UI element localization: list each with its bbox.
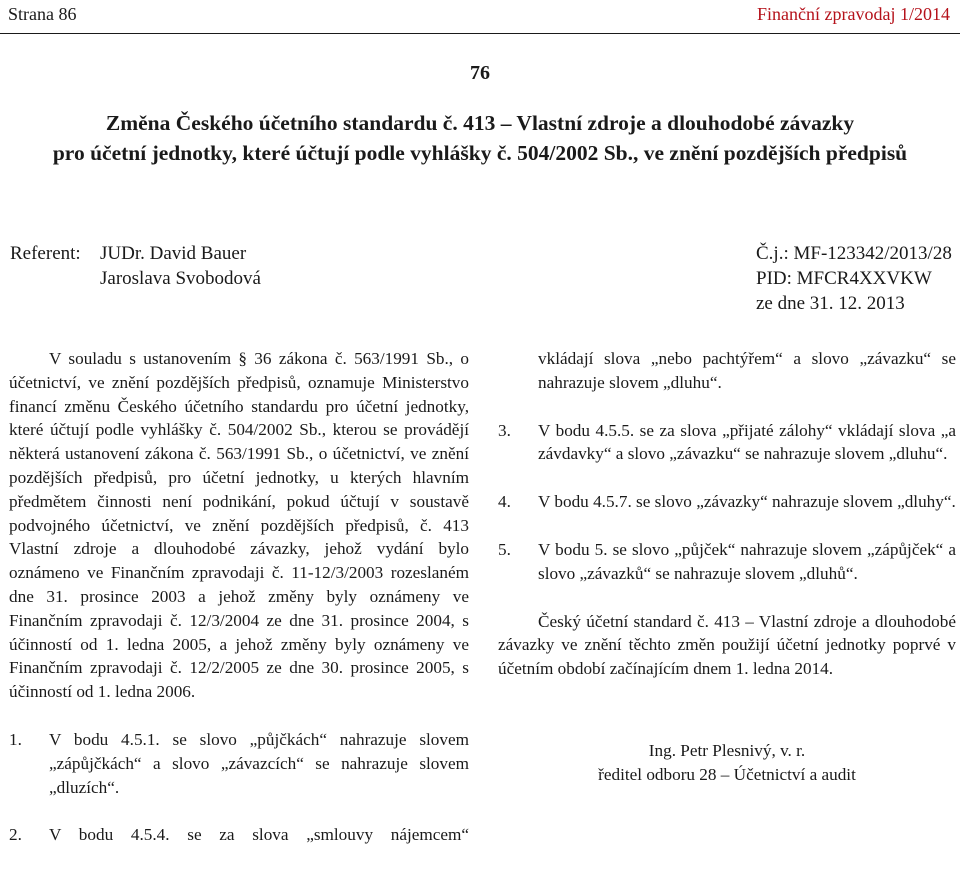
document-number: 76 (470, 62, 490, 84)
referent-name: Jaroslava Svobodová (100, 268, 261, 289)
item-text: V bodu 4.5.7. se slovo „závazky“ nahrazuje slovem „dluhy“. (538, 492, 956, 512)
item-number: 4. (498, 492, 511, 512)
list-item (9, 728, 469, 799)
journal-title: Finanční zpravodaj 1/2014 (757, 4, 950, 24)
page-number: Strana 86 (8, 4, 77, 24)
reference-date: ze dne 31. 12. 2013 (756, 293, 905, 314)
right-column (498, 347, 956, 787)
item-text: V bodu 4.5.5. se za slova „přijaté zálohy“ vkládají slova „a závdavky“ a slovo „závazku“ se nahrazuje slovem „dluhu“. (538, 420, 956, 464)
list-item-continuation (498, 347, 956, 395)
item-text: V bodu 4.5.1. se slovo „půjčkách“ nahrazuje slovem „zápůjčkách“ a slovo „závazcích“ se nahrazuje slovem „dluzích“. (49, 729, 469, 797)
item-number (498, 347, 538, 395)
document-title (0, 108, 960, 168)
item-text: vkládají slova „nebo pachtýřem“ a slovo „závazku“ se nahrazuje slovem „dluhu“. (538, 349, 956, 392)
list-item (498, 490, 956, 514)
left-column (9, 347, 469, 847)
list-item (9, 823, 469, 847)
item-number: 1. (9, 729, 22, 749)
referent-label: Referent: (10, 243, 81, 264)
reference-number: Č.j.: MF-123342/2013/28 (756, 243, 952, 264)
item-number: 2. (9, 825, 22, 845)
reference-block (756, 241, 952, 316)
referent-name: JUDr. David Bauer (100, 243, 247, 264)
signatory-role: ředitel odboru 28 – Účetnictví a audit (598, 764, 856, 784)
header-divider (0, 33, 960, 34)
list-item (498, 419, 956, 467)
title-line-1: Změna Českého účetního standardu č. 413 – Vlastní zdroje a dlouhodobé závazky (105, 111, 855, 135)
referent-names (100, 241, 261, 291)
item-text: V bodu 5. se slovo „půjček“ nahrazuje slovem „zápůjček“ a slovo „závazků“ se nahrazuje slovem „dluhů“. (538, 539, 956, 583)
list-item (498, 538, 956, 586)
title-line-2: pro účetní jednotky, které účtují podle vyhlášky č. 504/2002 Sb., ve znění pozdějších předpisů (52, 141, 908, 165)
item-text: V bodu 4.5.4. se za slova „smlouvy nájemcem“ (49, 825, 469, 845)
intro-paragraph: V souladu s ustanovením § 36 zákona č. 563/1991 Sb., o účetnictví, ve znění pozdějších předpisů, oznamuje Ministerstvo financí změnu Českého účetního standardu pro účetní jednotky, které účtují podle vyhlášky č. 504/2002 Sb., kterou se provádějí některá ustanovení zákona č. 563/1991 Sb., o účetnictví, ve znění pozdějších předpisů, pro účetní jednotky, u kterých hlavním předmětem činnosti není podnikání, pokud účtují v soustavě podvojného účetnictví, ve znění pozdějších předpisů, č. 413 Vlastní zdroje a dlouhodobé závazky, jehož vydání bylo oznámeno ve Finančním zpravodaji č. 11-12/3/2003 rozeslaném dne 31. prosince 2003 a jehož změny byly oznámeny ve Finančním zpravodaji č. 12/3/2004 ze dne 31. prosince 2004, s účinností od 1. ledna 2005, a jehož změny byly oznámeny ve Finančním zpravodaji č. 12/2/2005 ze dne 30. prosince 2005, s účinností od 1. ledna 2006. (9, 349, 469, 702)
closing-paragraph: Český účetní standard č. 413 – Vlastní zdroje a dlouhodobé závazky ve znění těchto změn použijí účetní jednotky poprvé v účetním období začínajícím dnem 1. ledna 2014. (498, 611, 956, 679)
item-number: 5. (498, 539, 511, 559)
pid: PID: MFCR4XXVKW (756, 268, 932, 289)
item-number: 3. (498, 420, 511, 440)
signatory-name: Ing. Petr Plesnivý, v. r. (648, 740, 806, 760)
